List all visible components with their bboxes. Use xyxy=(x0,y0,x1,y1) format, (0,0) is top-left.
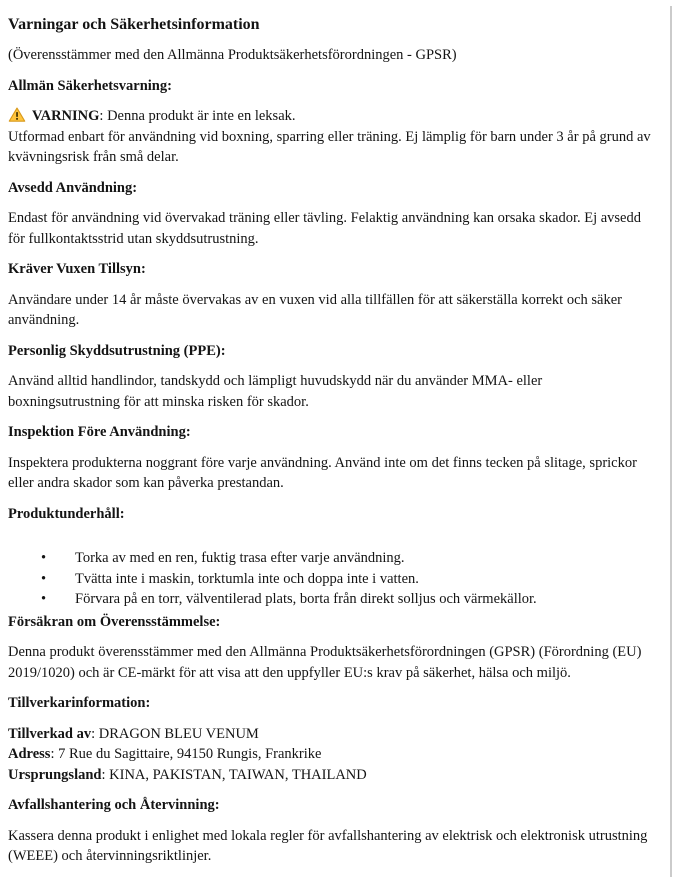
general-warning-block xyxy=(8,106,653,168)
disposal-body: Kassera denna produkt i enlighet med lokala regler för avfallshantering av elektrisk och elektronisk utrustning (WEEE) och återvinningsriktlinjer. xyxy=(8,827,648,864)
section-heading-general-warning: Allmän Säkerhetsvarning: xyxy=(8,77,172,94)
general-warning-body: Utformad enbart för användning vid boxning, sparring eller träning. Ej lämplig för barn under 3 år på grund av kvävningsrisk från små delar. xyxy=(8,128,651,165)
warning-text: : Denna produkt är inte en leksak. xyxy=(99,108,296,124)
manufacturer-origin-value: : KINA, PAKISTAN, TAIWAN, THAILAND xyxy=(101,766,367,783)
section-heading-intended-use: Avsedd Användning: xyxy=(8,179,138,196)
section-heading-disposal: Avfallshantering och Återvinning: xyxy=(8,797,220,813)
manufacturer-details xyxy=(8,724,653,786)
list-item: • Torka av med en ren, fuktig trasa efter varje användning. xyxy=(8,548,653,569)
section-heading-adult-supervision: Kräver Vuxen Tillsyn: xyxy=(8,261,146,277)
manufacturer-origin-row xyxy=(8,765,653,786)
inspection-body: Inspektera produkterna noggrant före varje användning. Använd inte om det finns tecken på slitage, sprickor eller andra skador som kan påverka prestandan. xyxy=(8,454,637,491)
document-subtitle: (Överensstämmer med den Allmänna Produktsäkerhetsförordningen - GPSR) xyxy=(8,47,457,63)
adult-supervision-body: Användare under 14 år måste övervakas av en vuxen vid alla tillfällen för att säkerställa korrekt och säker användning. xyxy=(8,291,622,328)
section-heading-maintenance: Produktunderhåll: xyxy=(8,505,125,522)
conformity-body: Denna produkt överensstämmer med den Allmänna Produktsäkerhetsförordningen (GPSR) (Förordning (EU) 2019/1020) och är CE-märkt för att visa att den uppfyller EU:s krav på säkerhet, hälsa och miljö. xyxy=(8,644,642,681)
section-heading-conformity: Försäkran om Överensstämmelse: xyxy=(8,613,221,630)
warning-triangle-icon xyxy=(8,107,26,122)
warning-label: VARNING xyxy=(32,108,100,124)
list-item: • Tvätta inte i maskin, torktumla inte och doppa inte i vatten. xyxy=(8,569,653,590)
manufacturer-name-label: Tillverkad av xyxy=(8,725,92,742)
maintenance-list xyxy=(8,548,653,610)
intended-use-body: Endast för användning vid övervakad träning eller tävling. Felaktig användning kan orsaka skador. Ej avsedd för fullkontaktsstrid utan skyddsutrustning. xyxy=(8,210,641,247)
manufacturer-address-label: Adress xyxy=(8,746,51,762)
section-heading-manufacturer: Tillverkarinformation: xyxy=(8,695,151,711)
warning-line xyxy=(8,106,653,127)
manufacturer-origin-label: Ursprungsland xyxy=(8,766,102,783)
page-edge-line xyxy=(670,6,672,877)
manufacturer-name-value: : DRAGON BLEU VENUM xyxy=(91,725,259,742)
list-item: • Förvara på en torr, välventilerad plats, borta från direkt solljus och värmekällor. xyxy=(8,589,653,610)
ppe-body: Använd alltid handlindor, tandskydd och lämpligt huvudskydd när du använder MMA- eller boxningsutrustning för att minska risken för skador. xyxy=(8,373,543,410)
manufacturer-address-value: : 7 Rue du Sagittaire, 94150 Rungis, Frankrike xyxy=(50,746,322,762)
manufacturer-address-row xyxy=(8,744,653,765)
manufacturer-name-row xyxy=(8,724,653,745)
section-heading-ppe: Personlig Skyddsutrustning (PPE): xyxy=(8,342,226,359)
section-heading-inspection: Inspektion Före Användning: xyxy=(8,424,191,440)
page-title: Varningar och Säkerhetsinformation xyxy=(8,16,260,33)
